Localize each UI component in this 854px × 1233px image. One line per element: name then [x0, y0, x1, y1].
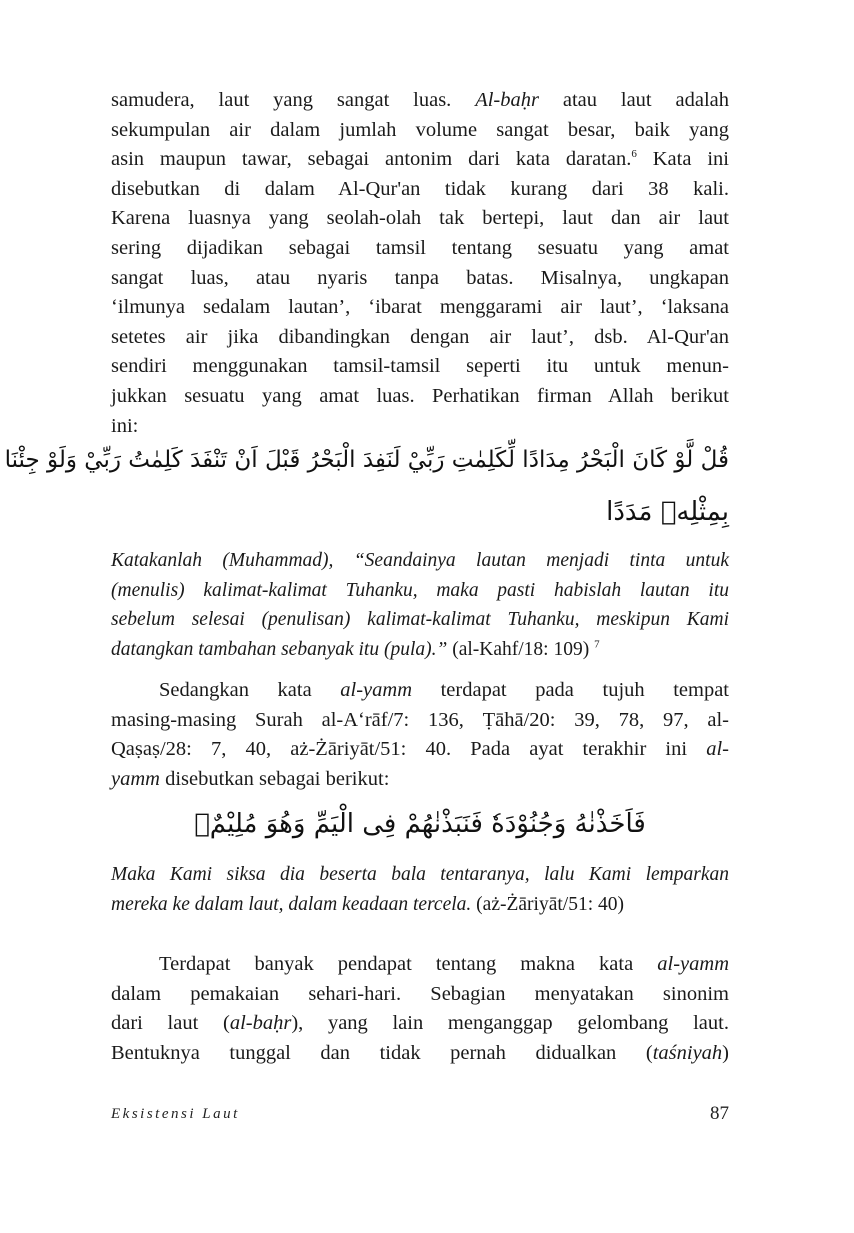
text-line: dari laut (al-baḥr), yang lain menganggap gelombang laut.: [111, 1012, 729, 1035]
translation-line: Maka Kami siksa dia beserta bala tentaranya, lalu Kami lemparkan: [111, 864, 729, 885]
text-line: ‘ilmunya sedalam lautan’, ‘ibarat menggarami air laut’, ‘laksana: [111, 296, 729, 319]
text-line: Sedangkan kata al-yamm terdapat pada tujuh tempat: [159, 679, 730, 701]
text-line: masing-masing Surah al-A‘rāf/7: 136, Ṭāhā/20: 39, 78, 97, al-: [111, 708, 729, 731]
term-al-bahr: Al-baḥr: [475, 89, 539, 111]
paragraph-1: [111, 86, 729, 441]
verse-translation-2: [111, 860, 729, 919]
text-line: Qaṣaṣ/28: 7, 40, aż-Żāriyāt/51: 40. Pada ayat terakhir ini al-: [111, 738, 729, 761]
arabic-line: قُلْ لَّوْ كَانَ الْبَحْرُ مِدَادًا لِّكَلِمٰتِ رَبِّيْ لَنَفِدَ الْبَحْرُ قَبْلَ اَنْ تَنْفَدَ كَلِمٰتُ رَبِّيْ وَلَوْ جِئْنَا: [4, 447, 729, 473]
text-line: Terdapat banyak pendapat tentang makna kata al-yamm: [159, 953, 729, 975]
translation-line: (menulis) kalimat-kalimat Tuhanku, maka pasti habislah lautan itu: [111, 579, 729, 601]
text-line: yamm disebutkan sebagai berikut:: [111, 767, 390, 790]
footnote-marker-6: 6: [631, 148, 637, 161]
verse-reference: (al-Kahf/18: 109): [447, 638, 590, 660]
text-line: sendiri menggunakan tamsil-tamsil seperti itu untuk menun-: [111, 355, 729, 378]
text-line: asin maupun tawar, sebagai antonim dari kata daratan.$^6$ Kata ini: [111, 148, 729, 171]
translation-line: datangkan tambahan sebanyak itu (pula).” (al-Kahf/18: 109) $^7$: [111, 638, 600, 660]
page-number: 87: [710, 1103, 729, 1124]
verse-translation-1: [111, 546, 729, 664]
verse-reference: (aż-Żāriyāt/51: 40): [471, 893, 624, 915]
text-line: sekumpulan air dalam jumlah volume sangat besar, baik yang: [111, 118, 729, 141]
quran-verse-zariyat-40: [111, 798, 729, 850]
paragraph-2: [111, 676, 729, 794]
text-line: sering dijadikan sebagai tamsil tentang sesuatu yang amat: [111, 236, 729, 259]
footnote-marker-7: 7: [594, 638, 600, 651]
text-line: disebutkan di dalam Al-Qur'an tidak kurang dari 38 kali.: [111, 177, 729, 200]
term-al-yamm: yamm: [111, 767, 160, 790]
arabic-line: فَاَخَذْنٰهُ وَجُنُوْدَهٗ فَنَبَذْنٰهُمْ فِى الْيَمِّ وَهُوَ مُلِيْمٌۗ: [194, 809, 646, 839]
quran-verse-kahf-109: [4, 434, 729, 538]
text-line: sangat luas, atau nyaris tanpa batas. Misalnya, ungkapan: [111, 266, 729, 289]
paragraph-3: [111, 950, 729, 1068]
translation-line: Katakanlah (Muhammad), “Seandainya lautan menjadi tinta untuk: [111, 550, 729, 571]
term-al-yamm: al-yamm: [340, 679, 413, 701]
term-tasniyah: taśniyah: [652, 1041, 723, 1064]
text-line: Karena luasnya yang seolah-olah tak bertepi, laut dan air laut: [111, 207, 729, 230]
running-footer-title: Eksistensi Laut: [111, 1106, 240, 1122]
arabic-line: بِمِثْلِهٖ مَدَدًا: [606, 497, 729, 527]
text-line: dalam pemakaian sehari-hari. Sebagian menyatakan sinonim: [111, 982, 729, 1005]
text-line: jukkan sesuatu yang amat luas. Perhatikan firman Allah berikut: [111, 384, 729, 407]
text-line: Bentuknya tunggal dan tidak pernah didualkan (taśniyah): [111, 1041, 729, 1064]
text-line: samudera, laut yang sangat luas. Al-baḥr atau laut adalah: [111, 89, 729, 111]
translation-line: sebelum selesai (penulisan) kalimat-kalimat Tuhanku, meskipun Kami: [111, 609, 729, 631]
term-al-bahr: al-baḥr: [229, 1012, 292, 1035]
text-line: setetes air jika dibandingkan dengan air laut’, dsb. Al-Qur'an: [111, 325, 729, 348]
translation-line: mereka ke dalam laut, dalam keadaan tercela. (aż-Żāriyāt/51: 40): [111, 893, 624, 915]
term-al-yamm: al-yamm: [657, 953, 729, 975]
text-line: ini:: [111, 414, 139, 437]
